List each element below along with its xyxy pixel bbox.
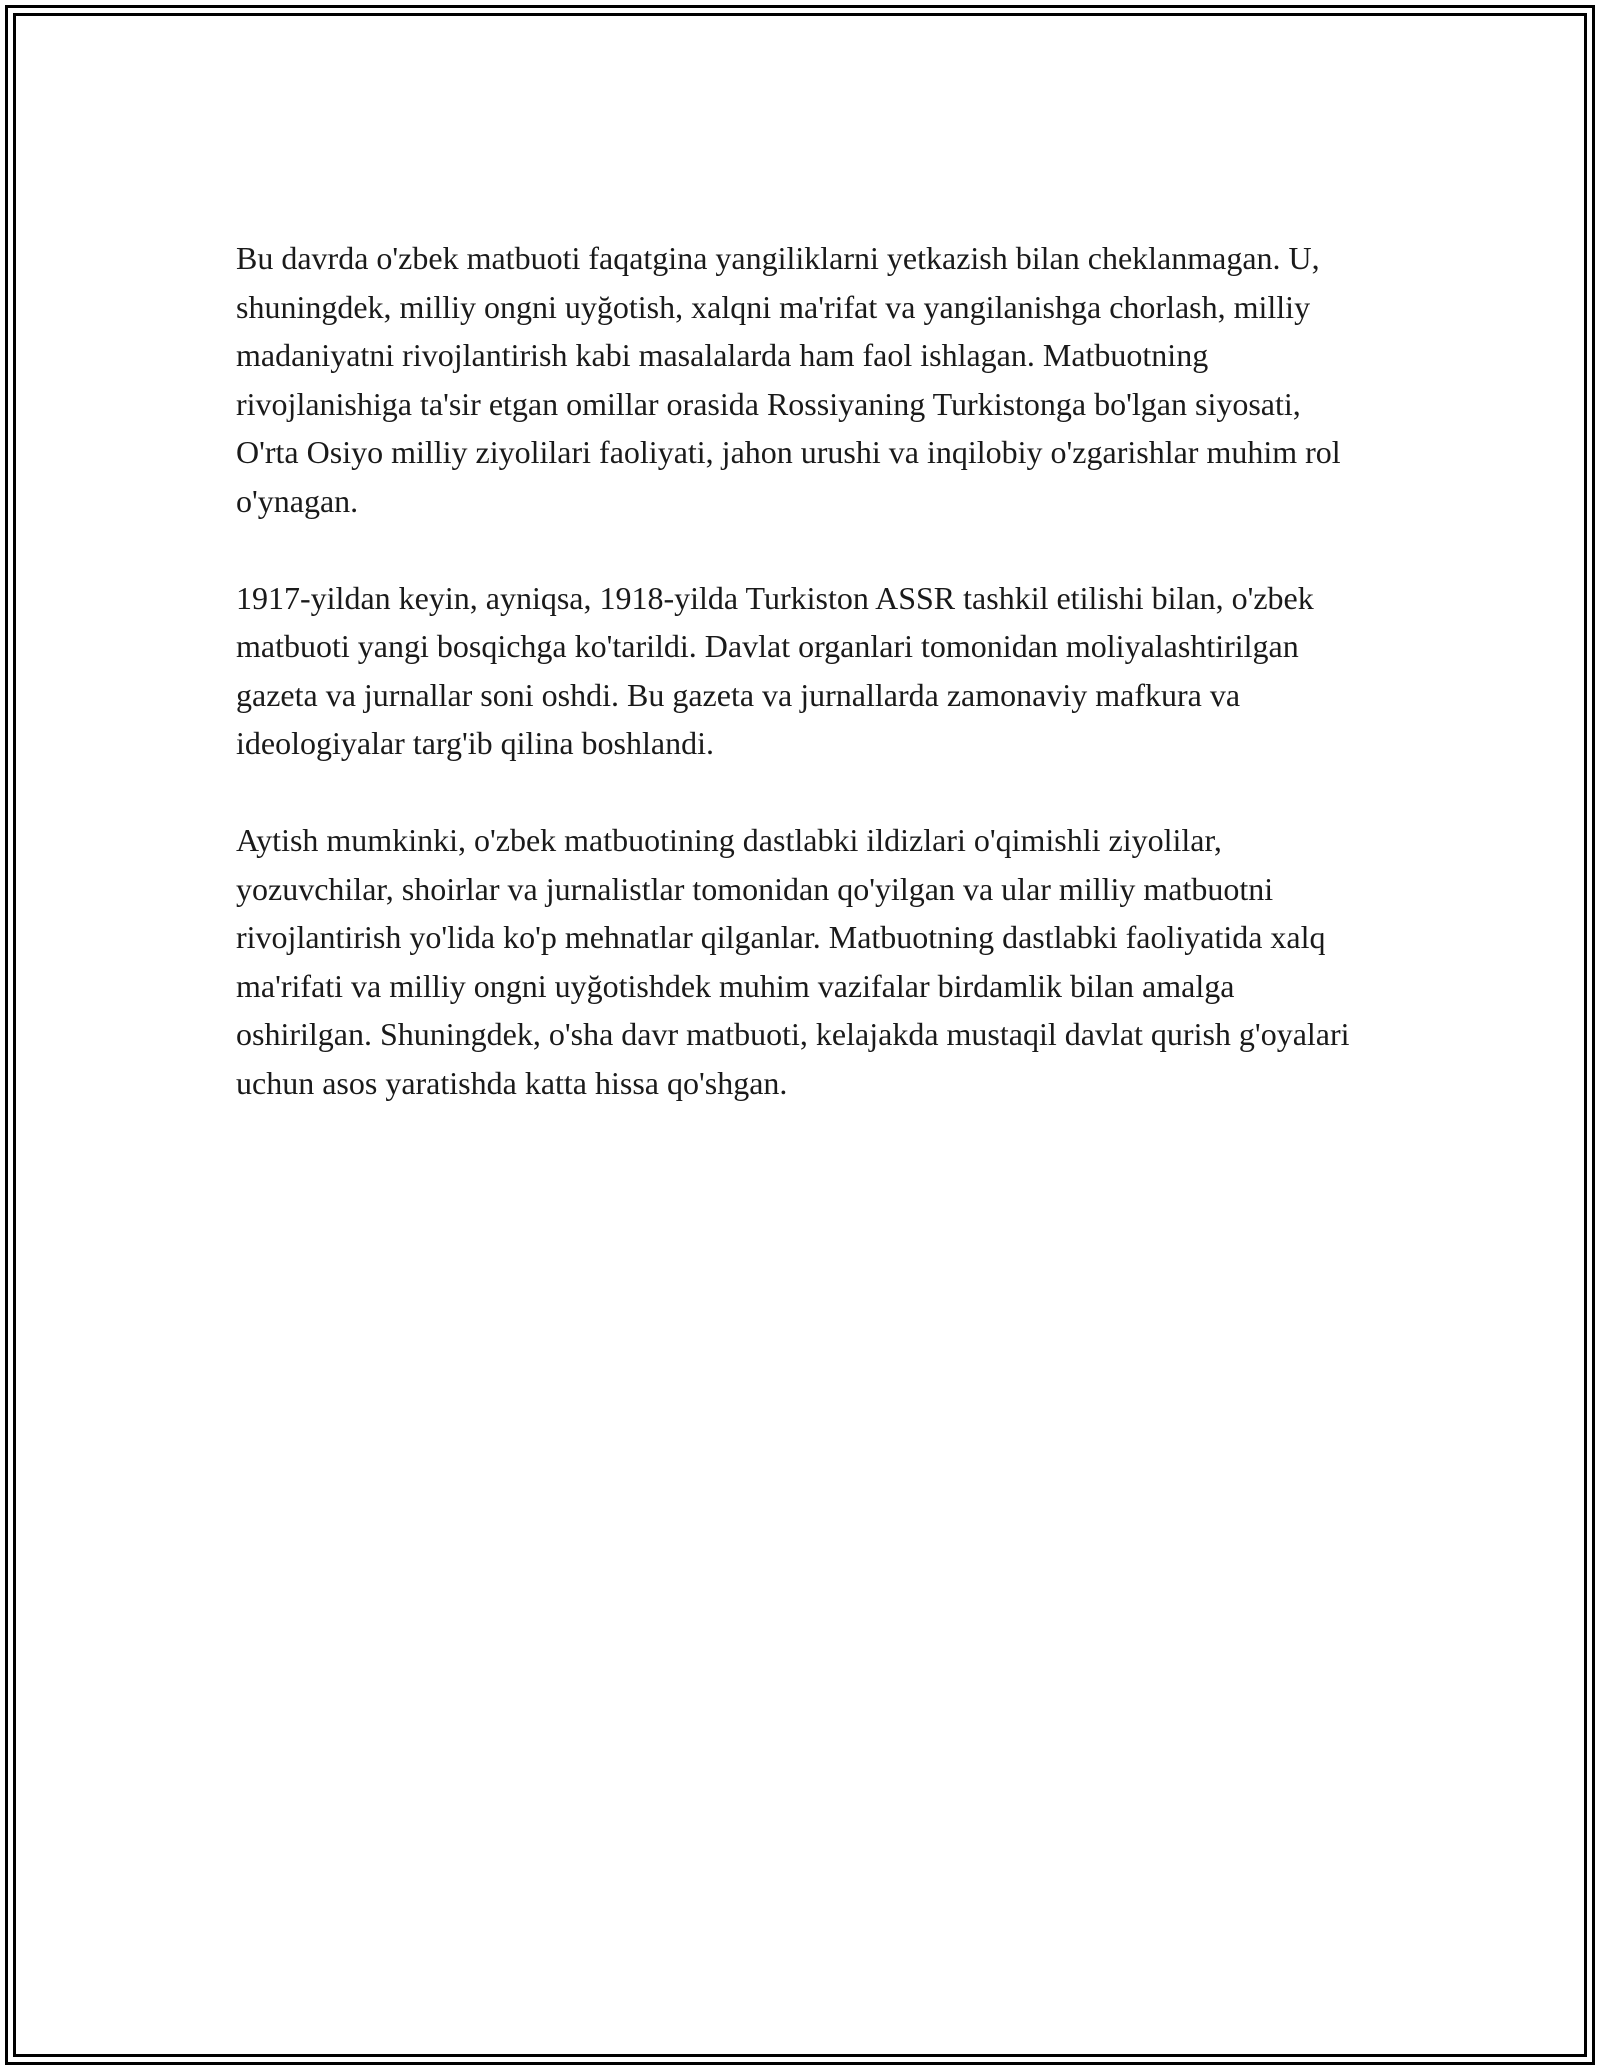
paragraph-2: 1917-yildan keyin, ayniqsa, 1918-yilda Turkiston ASSR tashkil etilishi bilan, o'zbek matbuoti yangi bosqichga ko'tarildi. Davlat organlari tomonidan moliyalashtirilgan gazeta va jurnallar soni oshdi. Bu gazeta va jurnallarda zamonaviy mafkura va ideologiyalar targ'ib qilina boshlandi. <box>236 579 1314 761</box>
paragraph-3: Aytish mumkinki, o'zbek matbuotining dastlabki ildizlari o'qimishli ziyolilar, yozuvchilar, shoirlar va jurnalistlar tomonidan qo'yilgan va ular milliy matbuotni rivojlantirish yo'lida ko'p mehnatlar qilganlar. Matbuotning dastlabki faoliyatida xalq ma'rifati va milliy ongni uyğotishdek muhim vazifalar birdamlik bilan amalga oshirilgan. Shuningdek, o'sha davr matbuoti, kelajakda mustaqil davlat qurish g'oyalari uchun asos yaratishda katta hissa qo'shgan. <box>236 822 1350 1101</box>
document-body <box>236 234 1366 1107</box>
paragraph-1: Bu davrda o'zbek matbuoti faqatgina yangiliklarni yetkazish bilan cheklanmagan. U, shuningdek, milliy ongni uyğotish, xalqni ma'rifat va yangilanishga chorlash, milliy madaniyatni rivojlantirish kabi masalalarda ham faol ishlagan. Matbuotning rivojlanishiga ta'sir etgan omillar orasida Rossiyaning Turkistonga bo'lgan siyosati, O'rta Osiyo milliy ziyolilari faoliyati, jahon urushi va inqilobiy o'zgarishlar muhim rol o'ynagan. <box>236 240 1341 519</box>
